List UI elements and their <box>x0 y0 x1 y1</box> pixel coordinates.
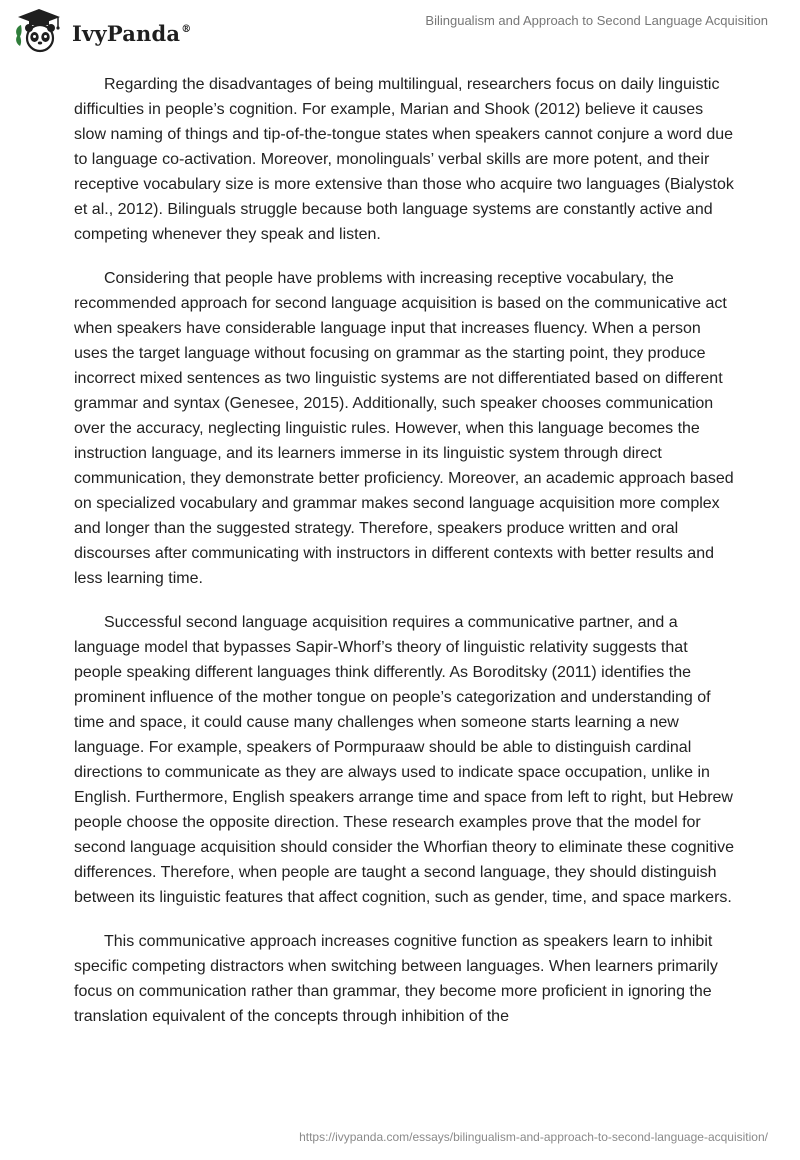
document-title: Bilingualism and Approach to Second Language Acquisition <box>425 13 768 28</box>
paragraph: Considering that people have problems with increasing receptive vocabulary, the recommended approach for second language acquisition is based on the communicative act when speakers have considerable language input that increases fluency. When a person uses the target language without focusing on grammar as the starting point, they produce incorrect mixed sentences as two linguistic systems are not differentiated based on different grammar and syntax (Genesee, 2015). Additionally, such speaker chooses communication over the accuracy, neglecting linguistic rules. However, when this language becomes the instruction language, and its learners immerse in its linguistic system through direct communication, they demonstrate better proficiency. Moreover, an academic approach based on specialized vocabulary and grammar makes second language acquisition more complex and longer than the suggested strategy. Therefore, speakers produce written and oral discourses after communicating with instructors in different contexts with better results and less learning time. <box>74 270 734 587</box>
ivypanda-logo[interactable] <box>14 8 191 54</box>
panda-graduate-icon <box>14 8 64 54</box>
paragraph: Successful second language acquisition requires a communicative partner, and a language model that bypasses Sapir-Whorf’s theory of linguistic relativity suggests that people speaking different languages think differently. As Boroditsky (2011) identifies the prominent influence of the mother tongue on people’s categorization and understanding of time and space, it could cause many challenges when someone starts learning a new language. For example, speakers of Pormpuraaw should be able to distinguish cardinal directions to communicate as they are always used to indicate space occupation, unlike in English. Furthermore, English speakers arrange time and space from left to right, but Hebrew people choose the opposite direction. These research examples prove that the model for second language acquisition should consider the Whorfian theory to eliminate these cognitive differences. Therefore, when people are taught a second language, they should distinguish between its linguistic features that affect cognition, such as gender, time, and space markers. <box>74 614 734 906</box>
page-header <box>0 0 800 60</box>
paragraph: This communicative approach increases cognitive function as speakers learn to inhibit specific competing distractors when switching between languages. When learners primarily focus on communication rather than grammar, they become more proficient in ignoring the translation equivalent of the concepts through inhibition of the <box>74 933 718 1025</box>
source-url[interactable]: https://ivypanda.com/essays/bilingualism-and-approach-to-second-language-acquisition/ <box>299 1130 768 1144</box>
paragraph: Regarding the disadvantages of being multilingual, researchers focus on daily linguistic difficulties in people’s cognition. For example, Marian and Shook (2012) believe it causes slow naming of things and tip-of-the-tongue states when speakers cannot conjure a word due to language co-activation. Moreover, monolinguals’ verbal skills are more potent, and their receptive vocabulary size is more extensive than those who acquire two languages (Bialystok et al., 2012). Bilinguals struggle because both language systems are constantly active and competing whenever they speak and listen. <box>74 76 734 243</box>
essay-body <box>74 72 734 1048</box>
brand-name: IvyPanda® <box>72 20 192 46</box>
